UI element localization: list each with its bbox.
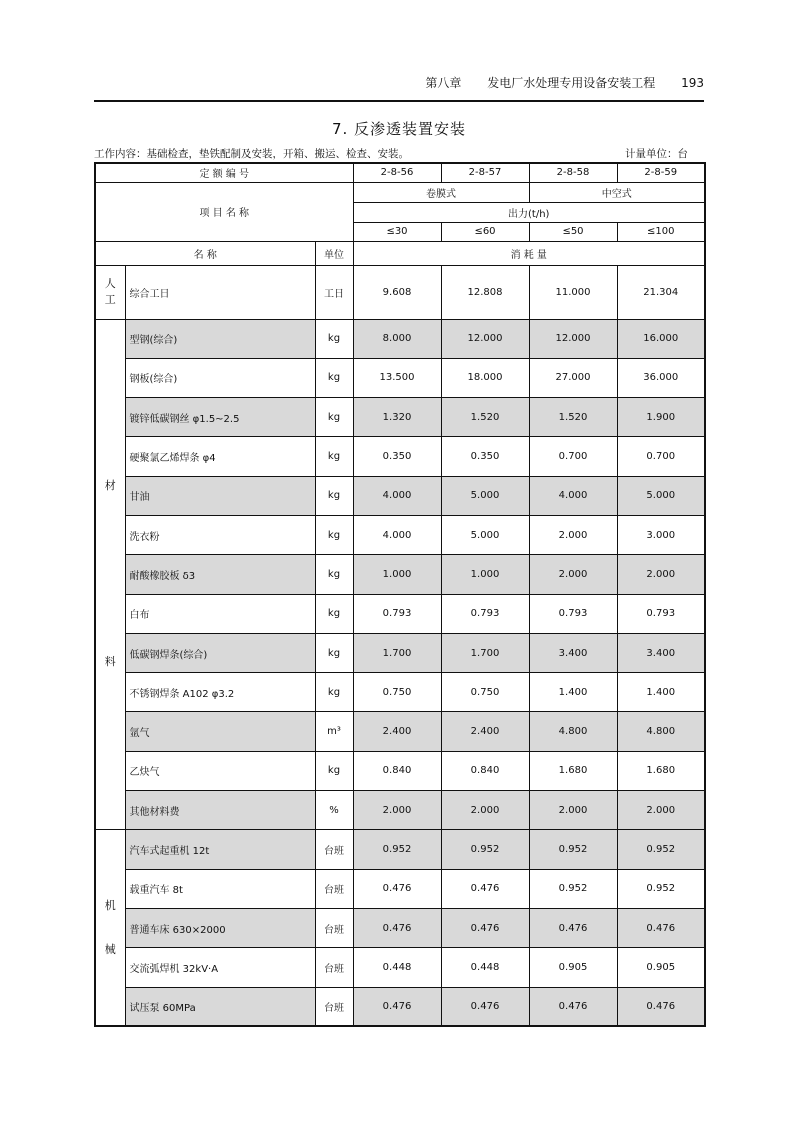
value-cell: 0.476 (441, 987, 529, 1026)
value-cell: 9.608 (353, 265, 441, 319)
category-char: 械 (104, 942, 116, 956)
value-cell: 1.520 (529, 398, 617, 437)
category-char: 人 (104, 277, 116, 290)
item-unit: kg (315, 594, 353, 633)
item-name: 硬聚氯乙烯焊条 φ4 (125, 437, 315, 476)
item-name: 低碳钢焊条(综合) (125, 633, 315, 672)
item-unit: kg (315, 633, 353, 672)
value-cell: 4.800 (529, 712, 617, 751)
value-cell: 2.400 (353, 712, 441, 751)
value-cell: 1.680 (617, 751, 705, 790)
unit-label: 单位 (315, 241, 353, 265)
item-name: 钢板(综合) (125, 358, 315, 397)
category-label (105, 276, 116, 308)
value-cell: 1.000 (353, 555, 441, 594)
type-rolled: 卷膜式 (353, 182, 529, 202)
table-row (95, 908, 705, 947)
section-title: 7. 反渗透装置安装 (331, 120, 467, 138)
value-cell: 0.793 (353, 594, 441, 633)
value-cell: 3.400 (617, 633, 705, 672)
value-cell: 1.680 (529, 751, 617, 790)
code-label: 定 额 编 号 (95, 163, 353, 182)
item-name: 交流弧焊机 32kV·A (125, 948, 315, 987)
quota-table (94, 162, 706, 1027)
capacity-cell: ≤60 (441, 222, 529, 241)
category-char: 机 (104, 898, 116, 912)
table-row (95, 398, 705, 437)
item-unit: kg (315, 751, 353, 790)
value-cell: 0.840 (441, 751, 529, 790)
value-cell: 2.400 (441, 712, 529, 751)
category-labor (95, 265, 125, 319)
item-unit: kg (315, 673, 353, 712)
item-name: 洗衣粉 (125, 515, 315, 554)
value-cell: 0.476 (529, 908, 617, 947)
value-cell: 0.476 (617, 987, 705, 1026)
category-materials (95, 319, 125, 830)
item-name: 白布 (125, 594, 315, 633)
item-unit: m³ (315, 712, 353, 751)
item-unit: kg (315, 437, 353, 476)
table-row (95, 673, 705, 712)
item-name: 载重汽车 8t (125, 869, 315, 908)
value-cell: 1.400 (529, 673, 617, 712)
value-cell: 0.952 (441, 830, 529, 869)
column-header-row (95, 241, 705, 265)
item-unit: 台班 (315, 987, 353, 1026)
table-row (95, 265, 705, 319)
value-cell: 3.400 (529, 633, 617, 672)
item-unit: 台班 (315, 830, 353, 869)
table-row (95, 633, 705, 672)
value-cell: 1.700 (353, 633, 441, 672)
name-label: 名 称 (95, 241, 315, 265)
item-name: 型钢(综合) (125, 319, 315, 358)
item-label: 项 目 名 称 (95, 182, 353, 241)
value-cell: 0.448 (353, 948, 441, 987)
value-cell: 0.952 (617, 830, 705, 869)
value-cell: 0.750 (441, 673, 529, 712)
value-cell: 0.448 (441, 948, 529, 987)
table-row (95, 358, 705, 397)
item-name: 不锈钢焊条 A102 φ3.2 (125, 673, 315, 712)
category-char: 料 (104, 655, 116, 669)
value-cell: 0.905 (529, 948, 617, 987)
table-row (95, 476, 705, 515)
table-row (95, 319, 705, 358)
table-row (95, 791, 705, 830)
table-row (95, 869, 705, 908)
code-cell: 2-8-57 (441, 163, 529, 182)
item-unit: 台班 (315, 948, 353, 987)
item-name: 氩气 (125, 712, 315, 751)
item-unit: kg (315, 319, 353, 358)
header-rule (94, 100, 704, 102)
value-cell: 13.500 (353, 358, 441, 397)
work-content: 工作内容：基础检查，垫铁配制及安装，开箱、搬运、检查、安装。 (94, 148, 409, 160)
value-cell: 1.520 (441, 398, 529, 437)
item-name: 试压泵 60MPa (125, 987, 315, 1026)
value-cell: 0.793 (441, 594, 529, 633)
value-cell: 36.000 (617, 358, 705, 397)
value-cell: 2.000 (529, 515, 617, 554)
page-header (94, 74, 704, 100)
value-cell: 1.400 (617, 673, 705, 712)
item-unit: kg (315, 515, 353, 554)
code-cell: 2-8-56 (353, 163, 441, 182)
value-cell: 0.476 (353, 908, 441, 947)
value-cell: 5.000 (441, 476, 529, 515)
table-row (95, 712, 705, 751)
item-name: 镀锌低碳钢丝 φ1.5~2.5 (125, 398, 315, 437)
table-row (95, 515, 705, 554)
category-label (105, 898, 116, 958)
value-cell: 1.000 (441, 555, 529, 594)
value-cell: 4.000 (529, 476, 617, 515)
page-number: 193 (681, 76, 704, 90)
table-row (95, 751, 705, 790)
value-cell: 1.320 (353, 398, 441, 437)
value-cell: 0.700 (529, 437, 617, 476)
value-cell: 0.793 (617, 594, 705, 633)
value-cell: 0.793 (529, 594, 617, 633)
value-cell: 4.000 (353, 476, 441, 515)
value-cell: 12.000 (441, 319, 529, 358)
value-cell: 0.750 (353, 673, 441, 712)
item-name: 乙炔气 (125, 751, 315, 790)
value-cell: 0.476 (441, 869, 529, 908)
value-cell: 0.952 (529, 869, 617, 908)
value-cell: 2.000 (529, 791, 617, 830)
value-cell: 0.952 (353, 830, 441, 869)
value-cell: 0.476 (617, 908, 705, 947)
value-cell: 0.840 (353, 751, 441, 790)
value-cell: 2.000 (353, 791, 441, 830)
item-unit: kg (315, 358, 353, 397)
category-char: 工 (104, 293, 116, 306)
value-cell: 4.000 (353, 515, 441, 554)
value-cell: 12.000 (529, 319, 617, 358)
item-unit: 台班 (315, 869, 353, 908)
value-cell: 2.000 (617, 791, 705, 830)
capacity-cell: ≤100 (617, 222, 705, 241)
item-name: 耐酸橡胶板 δ3 (125, 555, 315, 594)
value-cell: 0.476 (441, 908, 529, 947)
chapter-number: 第八章 (425, 76, 462, 90)
work-content-line (94, 146, 704, 162)
item-name: 综合工日 (125, 265, 315, 319)
value-cell: 0.700 (617, 437, 705, 476)
item-unit: 工日 (315, 265, 353, 319)
item-name: 汽车式起重机 12t (125, 830, 315, 869)
value-cell: 1.900 (617, 398, 705, 437)
value-cell: 18.000 (441, 358, 529, 397)
item-name: 其他材料费 (125, 791, 315, 830)
value-cell: 0.476 (353, 987, 441, 1026)
category-machinery (95, 830, 125, 1026)
table-row (95, 830, 705, 869)
value-cell: 16.000 (617, 319, 705, 358)
value-cell: 11.000 (529, 265, 617, 319)
table-row (95, 437, 705, 476)
code-row (95, 163, 705, 182)
value-cell: 8.000 (353, 319, 441, 358)
table-row (95, 555, 705, 594)
value-cell: 1.700 (441, 633, 529, 672)
value-cell: 0.952 (529, 830, 617, 869)
output-label: 出力(t/h) (353, 202, 705, 222)
value-cell: 12.808 (441, 265, 529, 319)
type-row (95, 182, 705, 202)
table-row (95, 594, 705, 633)
value-cell: 0.476 (529, 987, 617, 1026)
type-hollow: 中空式 (529, 182, 705, 202)
item-name: 甘油 (125, 476, 315, 515)
consumption-label: 消 耗 量 (353, 241, 705, 265)
value-cell: 0.350 (441, 437, 529, 476)
capacity-cell: ≤30 (353, 222, 441, 241)
code-cell: 2-8-58 (529, 163, 617, 182)
measure-unit: 计量单位：台 (625, 148, 688, 160)
value-cell: 2.000 (529, 555, 617, 594)
table-row (95, 987, 705, 1026)
category-char: 材 (104, 479, 116, 493)
value-cell: 4.800 (617, 712, 705, 751)
value-cell: 0.476 (353, 869, 441, 908)
value-cell: 5.000 (617, 476, 705, 515)
value-cell: 2.000 (617, 555, 705, 594)
code-cell: 2-8-59 (617, 163, 705, 182)
item-unit: 台班 (315, 908, 353, 947)
item-unit: % (315, 791, 353, 830)
category-label (105, 478, 116, 670)
value-cell: 5.000 (441, 515, 529, 554)
value-cell: 0.905 (617, 948, 705, 987)
item-name: 普通车床 630×2000 (125, 908, 315, 947)
item-unit: kg (315, 398, 353, 437)
value-cell: 21.304 (617, 265, 705, 319)
chapter-title: 发电厂水处理专用设备安装工程 (487, 76, 656, 90)
value-cell: 3.000 (617, 515, 705, 554)
value-cell: 2.000 (441, 791, 529, 830)
table-row (95, 948, 705, 987)
value-cell: 27.000 (529, 358, 617, 397)
item-unit: kg (315, 476, 353, 515)
value-cell: 0.952 (617, 869, 705, 908)
item-unit: kg (315, 555, 353, 594)
capacity-cell: ≤50 (529, 222, 617, 241)
value-cell: 0.350 (353, 437, 441, 476)
